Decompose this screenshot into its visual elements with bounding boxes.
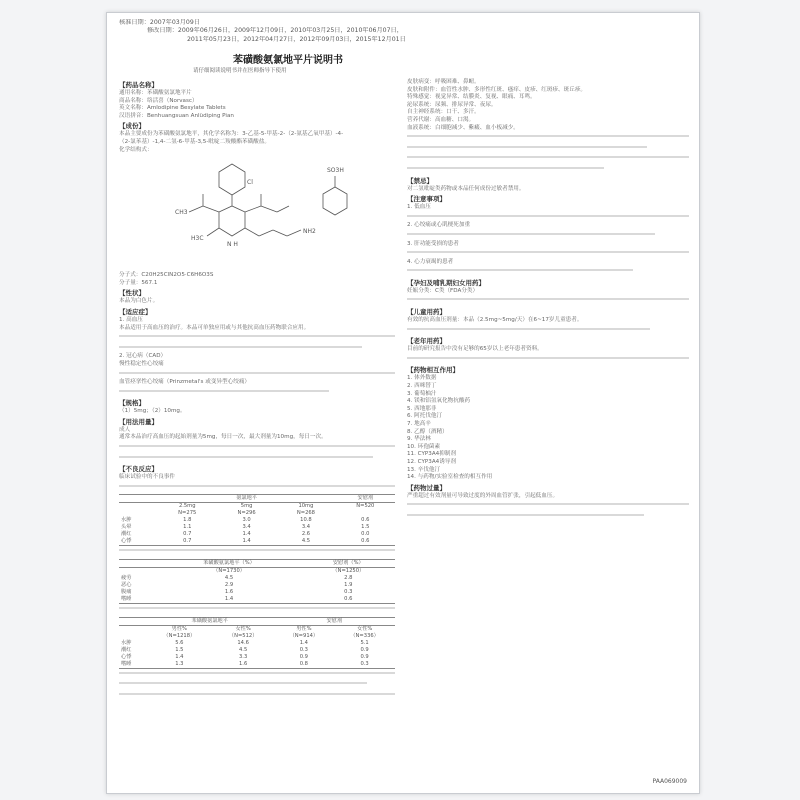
section-adverse-reactions bbox=[119, 465, 395, 492]
text-line bbox=[407, 156, 689, 164]
table-cell: 2.8 bbox=[344, 575, 353, 582]
text-line bbox=[119, 672, 395, 680]
table-row bbox=[119, 647, 395, 654]
text-line: 本品为白色片。 bbox=[119, 298, 159, 305]
table-cell: 0.3 bbox=[344, 589, 353, 596]
column-header: 安慰剂（%） bbox=[302, 560, 395, 568]
row-label: 心悸 bbox=[119, 538, 158, 546]
column-header: （N=1218） bbox=[163, 632, 196, 639]
text-line bbox=[407, 328, 689, 336]
column-group-header: 氨氯地平 bbox=[158, 495, 336, 503]
ch3-label: CH3 bbox=[175, 209, 188, 217]
adverse-events-table-dose bbox=[119, 494, 395, 546]
section-dosage bbox=[119, 399, 395, 463]
table-cell: 5.6 bbox=[175, 639, 184, 646]
column-header: （N=914） bbox=[289, 632, 319, 639]
text-line: 商品名称：络活喜（Norvasc） bbox=[119, 97, 198, 104]
column-group-header: 安慰剂 bbox=[274, 617, 396, 625]
text-line: 特殊感觉：视觉异常、结膜炎、复视、眼痛、耳鸣。 bbox=[407, 94, 536, 101]
column-header: 苯磺酸氨氯地平（%） bbox=[157, 560, 302, 568]
text-line bbox=[119, 372, 395, 380]
row-label: 恶心 bbox=[121, 582, 132, 589]
text-line: 6. 阿托伐他汀 bbox=[407, 413, 443, 420]
table-cell: 0.9 bbox=[299, 653, 308, 660]
section-heading: 【药物相互作用】 bbox=[407, 366, 459, 375]
table-cell: 1.6 bbox=[224, 589, 234, 596]
table-header-row bbox=[119, 625, 395, 633]
column-header: 男性% bbox=[171, 625, 187, 632]
table-cell: 5.1 bbox=[360, 639, 369, 646]
text-line: 通常本品治疗高血压的起始剂量为5mg，每日一次，最大剂量为10mg，每日一次。 bbox=[119, 434, 327, 441]
table-header-row bbox=[119, 617, 395, 625]
section-heading: 【药物过量】 bbox=[407, 483, 446, 492]
table-header-row bbox=[119, 560, 395, 568]
document-title: 苯磺酸氨氯地平片说明书 bbox=[233, 55, 343, 66]
text-line: 皮肤病变：呼吸困难、鼻衄。 bbox=[407, 79, 480, 85]
table-cell: 0.7 bbox=[158, 538, 217, 546]
table-cell: 0.9 bbox=[360, 646, 369, 653]
text-line: 通用名称：苯磺酸氨氯地平片 bbox=[119, 90, 192, 96]
text-line: 2. 心绞痛或心肌梗死加重 bbox=[407, 222, 471, 229]
nh2-label: NH2 bbox=[303, 228, 316, 236]
text-line bbox=[119, 390, 395, 398]
document-page bbox=[106, 12, 700, 794]
column-header: 女性% bbox=[356, 625, 373, 632]
text-line: 2. 西咪替丁 bbox=[407, 383, 437, 390]
table-cell: 1.1 bbox=[183, 524, 192, 531]
revision-line: 2011年05月23日，2012年04月27日，2012年09月03日，2015年12月01日 bbox=[187, 35, 406, 43]
table-row bbox=[119, 582, 395, 589]
document-subtitle: 请仔细阅读说明书并在医师指导下使用 bbox=[193, 68, 287, 74]
text-line bbox=[119, 335, 395, 343]
table-row bbox=[119, 596, 395, 604]
section-heading: 【药品名称】 bbox=[119, 81, 158, 89]
text-line bbox=[407, 167, 689, 175]
table-cell: 4.5 bbox=[276, 538, 335, 546]
text-line bbox=[407, 503, 689, 511]
text-line bbox=[119, 682, 395, 690]
table-cell: 3.4 bbox=[242, 524, 251, 531]
column-header bbox=[119, 560, 157, 568]
table-header-row bbox=[119, 510, 395, 517]
table-cell: 0.9 bbox=[360, 653, 369, 660]
section-heading: 【适应症】 bbox=[119, 307, 152, 316]
table-cell: 1.4 bbox=[157, 596, 302, 604]
text-line bbox=[119, 549, 395, 557]
row-label: 疲劳 bbox=[121, 575, 132, 582]
adverse-events-table-gender bbox=[119, 617, 395, 669]
text-line: （1）5mg；（2）10mg。 bbox=[119, 408, 186, 415]
table-cell: 4.5 bbox=[224, 575, 234, 582]
table-cell: 1.4 bbox=[299, 639, 308, 646]
table-header-row bbox=[119, 568, 395, 576]
text-line: 1. 低血压 bbox=[407, 204, 431, 211]
text-line: 成人 bbox=[119, 426, 131, 433]
table-cell: 0.6 bbox=[361, 517, 370, 524]
revision-dates bbox=[119, 19, 684, 44]
text-line: 汉语拼音：Benhuangsuan Anlüdiping Pian bbox=[119, 112, 234, 119]
text-line: 自主神经系统：口干、多汗。 bbox=[407, 109, 480, 116]
row-label: 腹痛 bbox=[121, 589, 132, 596]
table-cell: 0.3 bbox=[334, 661, 395, 669]
text-line: 化学结构式： bbox=[119, 146, 153, 153]
text-line: 8. 乙醇（酒精） bbox=[407, 428, 448, 435]
section-heading: 【性状】 bbox=[119, 289, 145, 298]
table-cell: 14.6 bbox=[237, 639, 249, 646]
table-cell: 0.0 bbox=[361, 531, 370, 538]
text-line: 14. 与药物/实验室检查的相互作用 bbox=[407, 474, 493, 481]
table-cell: 0.6 bbox=[336, 538, 395, 546]
revision-line: 核准日期：2007年03月09日 bbox=[119, 19, 200, 26]
text-line bbox=[407, 269, 689, 277]
text-line: 5. 西地那非 bbox=[407, 405, 437, 412]
row-label: 心悸 bbox=[121, 653, 132, 660]
text-line: 7. 地高辛 bbox=[407, 421, 431, 427]
table-cell: 10.8 bbox=[300, 517, 312, 524]
column-group-header: 安慰剂 bbox=[336, 495, 395, 503]
section-heading: 【儿童用药】 bbox=[407, 308, 446, 317]
column-header: （N=1250） bbox=[332, 568, 365, 575]
table-cell: 2.9 bbox=[224, 582, 234, 589]
text-line bbox=[119, 456, 395, 464]
text-line: 4. 心力衰竭的患者 bbox=[407, 258, 454, 265]
table-cell: 1.5 bbox=[361, 524, 370, 531]
text-line: 目前的研究报告中没有足够的65岁以上老年患者资料。 bbox=[407, 346, 543, 353]
table-cell: 1.8 bbox=[183, 517, 192, 524]
text-line: 11. CYP3A4抑制剂 bbox=[407, 451, 456, 458]
text-line bbox=[119, 607, 395, 615]
table-row bbox=[119, 531, 395, 538]
table-row bbox=[119, 575, 395, 582]
section-indications bbox=[119, 308, 395, 397]
text-line bbox=[119, 445, 395, 453]
text-line: 血液系统：白细胞减少、紫癜、血小板减少。 bbox=[407, 124, 519, 131]
text-line bbox=[407, 298, 689, 306]
table-cell: 1.9 bbox=[344, 582, 353, 589]
text-line: 2. 冠心病（CAD） bbox=[119, 353, 167, 360]
text-line: 妊娠分类：C类（FDA分类） bbox=[407, 287, 479, 294]
text-line: 本品主要成份为苯磺酸氨氯地平，其化学名称为：3-乙基-5-甲基-2-（2-氨基乙氧甲基）-4- bbox=[119, 131, 344, 138]
column-header bbox=[336, 510, 395, 517]
column-header: 2.5mg bbox=[178, 503, 196, 510]
table-header-row bbox=[119, 495, 395, 503]
so3h-label: SO3H bbox=[327, 167, 344, 175]
section-heading: 【成份】 bbox=[119, 122, 145, 131]
column-header bbox=[119, 568, 157, 576]
row-label: 嗜睡 bbox=[119, 661, 146, 669]
text-line: 营养代谢：高血糖、口渴。 bbox=[407, 116, 475, 123]
text-line bbox=[407, 251, 689, 259]
h3c-label: H3C bbox=[191, 235, 204, 243]
text-line: 1. 体外数据 bbox=[407, 375, 437, 382]
table-cell: 3.3 bbox=[239, 653, 248, 660]
row-label: 头晕 bbox=[121, 524, 132, 531]
molecular-weight: 分子量：567.1 bbox=[119, 279, 158, 286]
text-line: 4. 镁和铝氢氧化物抗酸药 bbox=[407, 398, 471, 405]
table-cell: 0.8 bbox=[274, 661, 335, 669]
adverse-events-table-overall bbox=[119, 559, 395, 604]
section-heading: 【不良反应】 bbox=[119, 465, 158, 474]
table-row bbox=[119, 538, 395, 546]
table-row bbox=[119, 661, 395, 669]
row-label: 水肿 bbox=[121, 517, 132, 524]
section-heading: 【禁忌】 bbox=[407, 176, 433, 185]
text-line: 3. 葡萄柚汁 bbox=[407, 390, 437, 397]
row-label: 水肿 bbox=[121, 639, 132, 646]
column-header: N=520 bbox=[356, 503, 375, 510]
text-line: 3. 肝功能受损的患者 bbox=[407, 240, 459, 247]
table-cell: 4.5 bbox=[239, 646, 248, 653]
text-line: 对二氢吡啶类药物或本品任何成份过敏者禁用。 bbox=[407, 185, 525, 192]
table-cell: 3.0 bbox=[242, 517, 251, 524]
text-line: 严重超过有效剂量可导致过度的外周血管扩张，引起低血压。 bbox=[407, 492, 559, 499]
row-label: 嗜睡 bbox=[119, 596, 157, 604]
section-heading: 【规格】 bbox=[119, 399, 145, 408]
text-line: （2-氯苯基）-1,4-二氢-6-甲基-3,5-吡啶二羧酸酯苯磺酸盐。 bbox=[119, 138, 270, 145]
table-cell: 2.6 bbox=[301, 531, 311, 538]
column-header: （N=336） bbox=[350, 632, 379, 639]
table-cell: 1.6 bbox=[213, 661, 274, 669]
table-cell: 0.6 bbox=[302, 596, 395, 604]
table-row bbox=[119, 589, 395, 596]
revision-line: 修改日期：2009年06月26日，2009年12月09日，2010年03月25日，2010年06月07日， bbox=[147, 27, 403, 35]
section-heading: 【孕妇及哺乳期妇女用药】 bbox=[407, 278, 485, 287]
section-heading: 【注意事项】 bbox=[407, 195, 446, 204]
table-cell: 0.3 bbox=[299, 646, 308, 653]
table-row bbox=[119, 654, 395, 661]
table-header-row bbox=[119, 503, 395, 511]
section-drug-name bbox=[119, 81, 395, 120]
column-header: （N=1730） bbox=[213, 568, 245, 575]
right-column bbox=[407, 79, 689, 522]
text-line bbox=[119, 485, 395, 493]
column-header: 10mg bbox=[298, 503, 314, 510]
table-row bbox=[119, 640, 395, 647]
column-header: 5mg bbox=[240, 503, 253, 510]
column-header: 男性% bbox=[296, 625, 312, 632]
left-column bbox=[119, 79, 395, 700]
text-line bbox=[407, 514, 689, 522]
cl-label: Cl bbox=[247, 179, 253, 187]
row-label: 潮红 bbox=[121, 531, 132, 538]
text-line: 有效的抗高血压剂量：本品（2.5mg~5mg/天）在6~17岁儿童患者。 bbox=[407, 317, 583, 324]
text-line bbox=[407, 135, 689, 143]
column-header: （N=512） bbox=[228, 632, 258, 639]
table-cell: 1.4 bbox=[217, 538, 276, 546]
text-line: 泌尿系统：尿频、排尿异常、夜尿。 bbox=[407, 101, 497, 108]
molecular-formula: 分子式：C20H25ClN2O5·C6H6O3S bbox=[119, 272, 214, 279]
text-line: 临床试验中的不良事件 bbox=[119, 474, 175, 481]
table-row bbox=[119, 517, 395, 524]
text-line: 皮肤和附件：血管性水肿、多形性红斑、瘙痒、皮疹、红斑疹、斑丘疹。 bbox=[407, 86, 587, 93]
text-line: 12. CYP3A4诱导剂 bbox=[407, 458, 456, 465]
text-line bbox=[407, 233, 689, 241]
text-line: 英文名称：Amlodipine Besylate Tablets bbox=[119, 105, 226, 112]
section-heading: 【用法用量】 bbox=[119, 417, 158, 426]
page-code: PAA069009 bbox=[652, 778, 687, 785]
column-header: N=275 bbox=[178, 510, 197, 517]
section-traits bbox=[119, 289, 395, 306]
table-cell: 0.7 bbox=[183, 531, 192, 538]
column-header: N=296 bbox=[237, 510, 256, 517]
column-header: N=268 bbox=[296, 510, 315, 517]
table-cell: 3.4 bbox=[301, 524, 311, 531]
table-cell: 1.4 bbox=[175, 653, 184, 660]
table-cell: 1.3 bbox=[146, 661, 213, 669]
section-heading: 【老年用药】 bbox=[407, 337, 446, 346]
text-line: 本品适用于高血压的治疗。本品可单独应用或与其他抗高血压药物联合应用。 bbox=[119, 324, 310, 331]
column-header: 女性% bbox=[235, 625, 251, 632]
text-line: 9. 华法林 bbox=[407, 436, 431, 443]
row-label: 潮红 bbox=[121, 646, 132, 653]
text-line: 1. 高血压 bbox=[119, 316, 143, 323]
text-line: 慢性稳定性心绞痛 bbox=[119, 360, 164, 367]
table-row bbox=[119, 524, 395, 531]
text-line bbox=[119, 693, 395, 701]
text-line: 血管痉挛性心绞痛（Prinzmetal's 或变异型心绞痛） bbox=[119, 379, 251, 386]
table-cell: 1.4 bbox=[242, 531, 251, 538]
nh-label: N H bbox=[227, 241, 238, 249]
structure-drawing bbox=[119, 154, 395, 272]
table-header-row bbox=[119, 633, 395, 640]
text-line bbox=[407, 357, 689, 365]
chemical-structure bbox=[119, 154, 395, 272]
table-cell: 1.5 bbox=[175, 646, 184, 653]
text-line: 10. 环孢菌素 bbox=[407, 443, 441, 450]
section-ingredients bbox=[119, 122, 395, 154]
text-line: 13. 辛伐他汀 bbox=[407, 466, 441, 473]
text-line bbox=[407, 146, 689, 154]
column-group-header: 苯磺酸氨氯地平 bbox=[146, 617, 274, 625]
